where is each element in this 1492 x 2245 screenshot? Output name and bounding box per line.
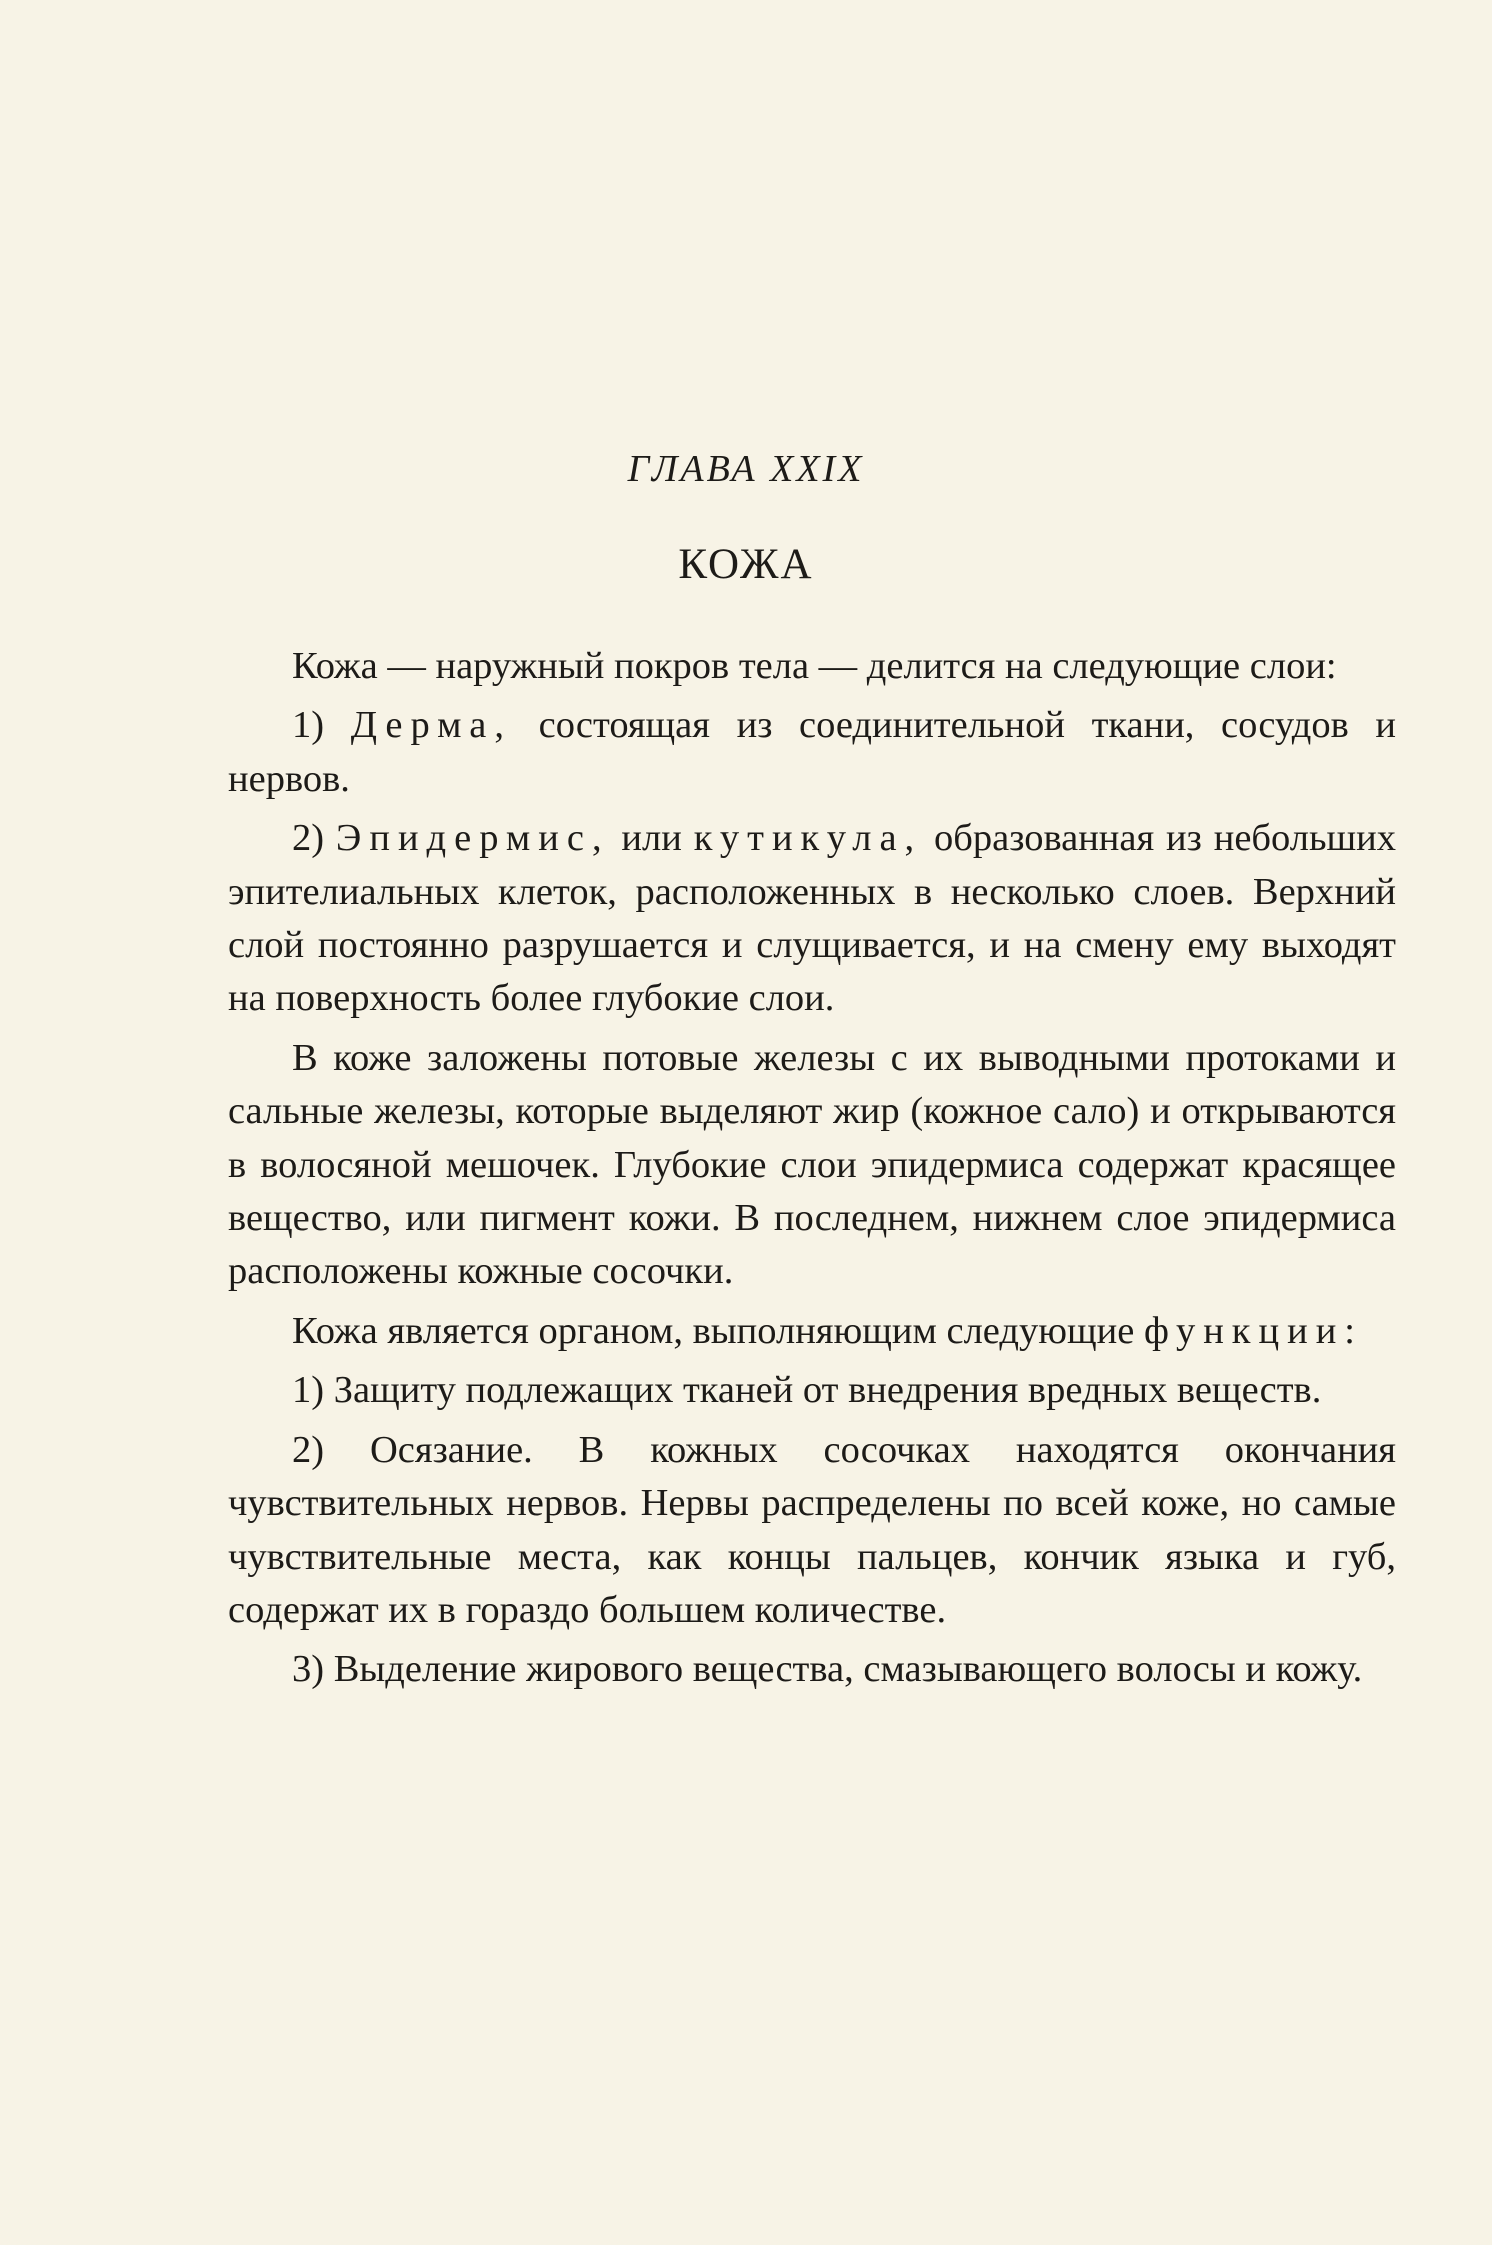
paragraph-text: 1) Защиту подлежащих тканей от внедрения вредных веществ. xyxy=(292,1369,1322,1412)
paragraph-text: образованная из небольших эпителиальных клеток, расположенных в несколько слоев. Верхний слой постоянно разрушается и слущивается, и на смену ему выходят на поверхность более глубокие слои. xyxy=(228,817,1397,1020)
paragraph-function-3 xyxy=(228,1643,1396,1696)
list-number: 2) xyxy=(292,817,336,860)
paragraph-text: 3) Выделение жирового вещества, смазывающего волосы и кожу. xyxy=(292,1648,1363,1691)
paragraph-text: Кожа — наружный покров тела — делится на следующие слои: xyxy=(292,645,1337,687)
paragraph-text: 2) Осязание. В кожных сосочках находятся окончания чувствительных нервов. Нервы распределены по всей коже, но самые чувствительные места, как концы пальцев, кончик языка и губ, содержат их в гораздо большем количестве. xyxy=(228,1428,1396,1631)
paragraph-function-1 xyxy=(228,1364,1396,1417)
term-functions: функции: xyxy=(1143,1309,1364,1352)
paragraph-glands xyxy=(228,1032,1396,1299)
paragraph-text: В коже заложены потовые железы с их выводными протоками и сальные железы, которые выделяют жир (кожное сало) и открываются в волосяной мешочек. Глубокие слои эпидермиса содержат красящее вещество, или пигмент кожи. В последнем, нижнем слое эпидермиса расположены кожные сосочки. xyxy=(228,1036,1396,1293)
paragraph-function-2 xyxy=(228,1424,1396,1638)
paragraph-functions xyxy=(228,1305,1396,1358)
paragraph-epidermis xyxy=(228,812,1396,1026)
term-derma: Дерма, xyxy=(350,704,512,747)
paragraph-text: или xyxy=(609,817,694,860)
list-number: 1) xyxy=(292,704,351,747)
body-text xyxy=(228,640,1396,1697)
term-epidermis: Эпидермис, xyxy=(335,817,610,860)
paragraph-text: Кожа является органом, выполняющим следующие xyxy=(292,1309,1144,1352)
chapter-title: КОЖА xyxy=(678,541,814,588)
term-cuticle: кутикула, xyxy=(693,817,923,860)
paragraph-derma xyxy=(228,699,1396,806)
paragraph-intro xyxy=(228,640,1396,693)
chapter-label: ГЛАВА XXIX xyxy=(627,448,865,490)
paragraph-text: состоящая из соединительной ткани, сосудов и нервов. xyxy=(228,704,1396,800)
